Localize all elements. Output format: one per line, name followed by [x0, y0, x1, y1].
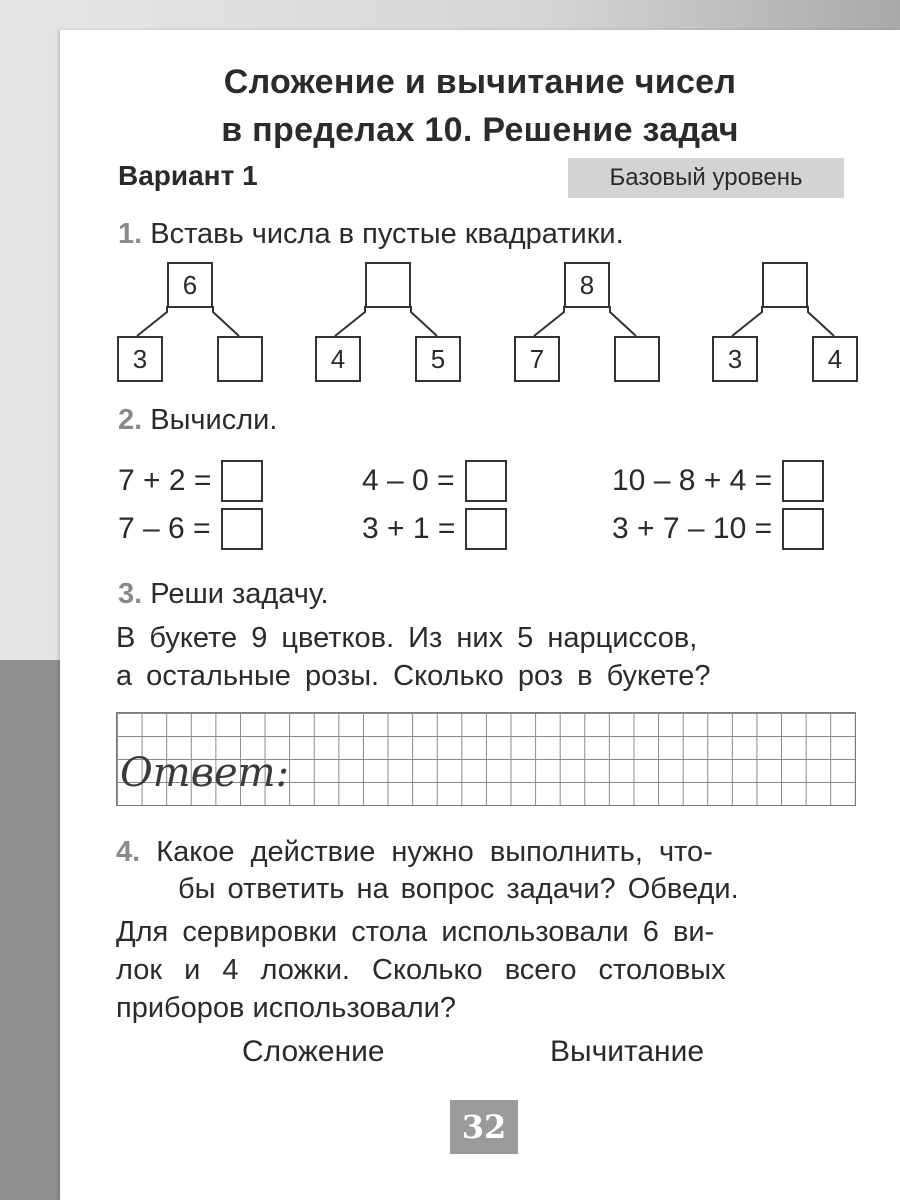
- expression-3-text: 10 – 8 + 4 =: [612, 464, 773, 497]
- expression-5: [362, 508, 507, 550]
- expression-4-text: 7 – 6 =: [118, 512, 211, 545]
- tree-2-right: 5: [415, 336, 461, 382]
- expression-3-answer-box[interactable]: [782, 460, 824, 502]
- tree-4-left: 3: [712, 336, 758, 382]
- task4-question-line-1: [116, 836, 713, 869]
- variant-label: Вариант 1: [118, 160, 258, 191]
- left-margin-light: [0, 0, 60, 660]
- number-tree-3: [512, 262, 662, 384]
- expression-2-text: 4 – 0 =: [362, 464, 455, 497]
- expression-6-answer-box[interactable]: [782, 508, 824, 550]
- expression-6: [612, 508, 824, 550]
- tree-3-left: 7: [514, 336, 560, 382]
- title-line-2: в пределах 10. Решение задач: [221, 111, 739, 149]
- title-line-1: Сложение и вычитание чисел: [223, 63, 737, 101]
- task1-heading: [118, 218, 624, 251]
- task4-question-line-2: бы ответить на вопрос задачи? Обведи.: [178, 873, 739, 905]
- task2-heading: [118, 404, 277, 437]
- expression-6-text: 3 + 7 – 10 =: [612, 512, 773, 545]
- task2-text: Вычисли.: [150, 404, 278, 436]
- tree-3-top: 8: [564, 262, 610, 308]
- expression-5-answer-box[interactable]: [465, 508, 507, 550]
- tree-4-top-input[interactable]: [762, 262, 808, 308]
- tree-1-left: 3: [117, 336, 163, 382]
- task3-number: 3.: [118, 578, 143, 610]
- task4-number: 4.: [116, 836, 141, 868]
- expression-1: [118, 460, 263, 502]
- expression-1-text: 7 + 2 =: [118, 464, 212, 497]
- task1-number: 1.: [118, 218, 143, 250]
- task4-question-line-1-text: Какое действие нужно выполнить, что-: [156, 836, 713, 868]
- task4-problem-line-2: лок и 4 ложки. Сколько всего столовых: [116, 954, 726, 986]
- tree-2-left: 4: [315, 336, 361, 382]
- page-number: 32: [450, 1100, 518, 1154]
- task4-problem-line-3: приборов использовали?: [116, 992, 456, 1024]
- left-margin-dark: [0, 660, 60, 1200]
- number-tree-2: [313, 262, 463, 384]
- expression-4: [118, 508, 263, 550]
- choice-subtraction[interactable]: Вычитание: [550, 1035, 705, 1068]
- task3-text: Реши задачу.: [150, 578, 329, 610]
- tree-1-top: 6: [167, 262, 213, 308]
- number-tree-1: [115, 262, 265, 384]
- number-tree-4: [710, 262, 860, 384]
- choice-addition[interactable]: Сложение: [242, 1035, 385, 1068]
- task3-problem-line-2: а остальные розы. Сколько роз в букете?: [116, 660, 711, 692]
- expression-2-answer-box[interactable]: [465, 460, 507, 502]
- answer-label: Ответ:: [120, 750, 290, 796]
- expression-2: [362, 460, 507, 502]
- level-badge: Базовый уровень: [568, 158, 844, 198]
- task4-problem-line-1: Для сервировки стола использовали 6 ви-: [116, 916, 715, 948]
- expression-1-answer-box[interactable]: [221, 460, 263, 502]
- task3-problem-line-1: В букете 9 цветков. Из них 5 нарциссов,: [116, 622, 698, 654]
- expression-4-answer-box[interactable]: [221, 508, 263, 550]
- tree-1-right-input[interactable]: [217, 336, 263, 382]
- tree-2-top-input[interactable]: [365, 262, 411, 308]
- tree-3-right-input[interactable]: [614, 336, 660, 382]
- tree-4-right: 4: [812, 336, 858, 382]
- task1-text: Вставь числа в пустые квадратики.: [150, 218, 624, 250]
- task3-heading: [118, 578, 329, 611]
- expression-5-text: 3 + 1 =: [362, 512, 456, 545]
- page-title: [60, 58, 900, 154]
- task2-number: 2.: [118, 404, 143, 436]
- expression-3: [612, 460, 824, 502]
